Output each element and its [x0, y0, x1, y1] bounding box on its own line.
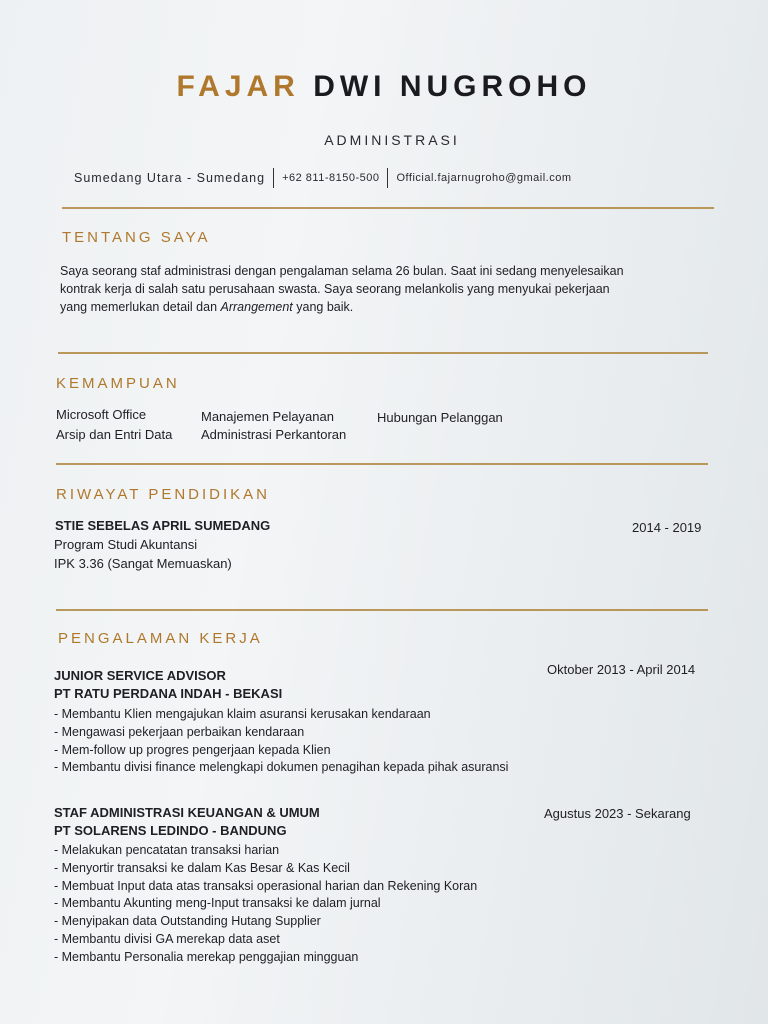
job-title: STAF ADMINISTRASI KEUANGAN & UMUM	[54, 805, 320, 820]
candidate-name	[0, 70, 768, 104]
section-divider	[62, 207, 714, 209]
job-period: Oktober 2013 - April 2014	[547, 662, 696, 677]
duty-item: - Membuat Input data atas transaksi operasional harian dan Rekening Koran	[54, 878, 477, 896]
about-line-3b: yang baik.	[292, 300, 354, 314]
duty-item: - Membantu divisi GA merekap data aset	[54, 931, 477, 949]
duty-item: - Membantu Klien mengajukan klaim asuransi kerusakan kendaraan	[54, 706, 508, 724]
duty-item: - Menyipakan data Outstanding Hutang Supplier	[54, 913, 477, 931]
skill-item: Arsip dan Entri Data	[56, 427, 173, 442]
about-text	[60, 262, 720, 316]
duty-item: - Membantu Personalia merekap penggajian mingguan	[54, 949, 477, 967]
gpa-text: IPK 3.36 (Sangat Memuaskan)	[54, 556, 232, 571]
company-name: PT RATU PERDANA INDAH - BEKASI	[54, 686, 283, 701]
skill-item: Manajemen Pelayanan	[201, 409, 334, 424]
section-divider	[58, 352, 708, 354]
job-title: JUNIOR SERVICE ADVISOR	[54, 668, 226, 683]
about-line-1: Saya seorang staf administrasi dengan pengalaman selama 26 bulan. Saat ini sedang menyelesaikan	[60, 264, 624, 278]
skill-item: Hubungan Pelanggan	[377, 410, 503, 425]
section-divider	[56, 463, 708, 465]
education-heading: RIWAYAT PENDIDIKAN	[56, 486, 271, 503]
about-heading: TENTANG SAYA	[62, 229, 211, 246]
skill-item: Administrasi Perkantoran	[201, 427, 347, 442]
skill-item: Microsoft Office	[56, 407, 147, 422]
section-divider	[56, 609, 708, 611]
duty-item: - Mengawasi pekerjaan perbaikan kendaraan	[54, 724, 508, 742]
duty-item: - Menyortir transaksi ke dalam Kas Besar & Kas Kecil	[54, 860, 477, 878]
education-years: 2014 - 2019	[632, 520, 702, 535]
duty-item: - Mem-follow up progres pengerjaan kepada Klien	[54, 742, 508, 760]
divider	[387, 168, 388, 188]
about-line-2: kontrak kerja di salah satu perusahaan swasta. Saya seorang melankolis yang menyukai pekerjaan	[60, 282, 610, 296]
duty-item: - Membantu Akunting meng-Input transaksi ke dalam jurnal	[54, 895, 477, 913]
duty-item: - Membantu divisi finance melengkapi dokumen penagihan kepada pihak asuransi	[54, 759, 508, 777]
location-text: Sumedang Utara - Sumedang	[74, 171, 266, 185]
skills-heading: KEMAMPUAN	[56, 375, 180, 392]
email-text: Official.fajarnugroho@gmail.com	[396, 172, 572, 184]
duty-list	[54, 706, 508, 777]
contact-line	[74, 168, 714, 188]
first-name: FAJAR	[176, 70, 300, 103]
job-role: ADMINISTRASI	[324, 132, 460, 148]
school-name: STIE SEBELAS APRIL SUMEDANG	[55, 518, 271, 533]
experience-heading: PENGALAMAN KERJA	[58, 630, 263, 647]
job-period: Agustus 2023 - Sekarang	[544, 806, 691, 821]
phone-text: +62 811-8150-500	[282, 172, 380, 184]
about-line-3a: yang memerlukan detail dan	[60, 300, 221, 314]
study-program: Program Studi Akuntansi	[54, 537, 198, 552]
duty-list	[54, 842, 477, 967]
about-line-3-em: Arrangement	[220, 300, 293, 314]
company-name: PT SOLARENS LEDINDO - BANDUNG	[54, 823, 287, 838]
divider	[273, 168, 274, 188]
last-name: DWI NUGROHO	[313, 70, 592, 103]
duty-item: - Melakukan pencatatan transaksi harian	[54, 842, 477, 860]
